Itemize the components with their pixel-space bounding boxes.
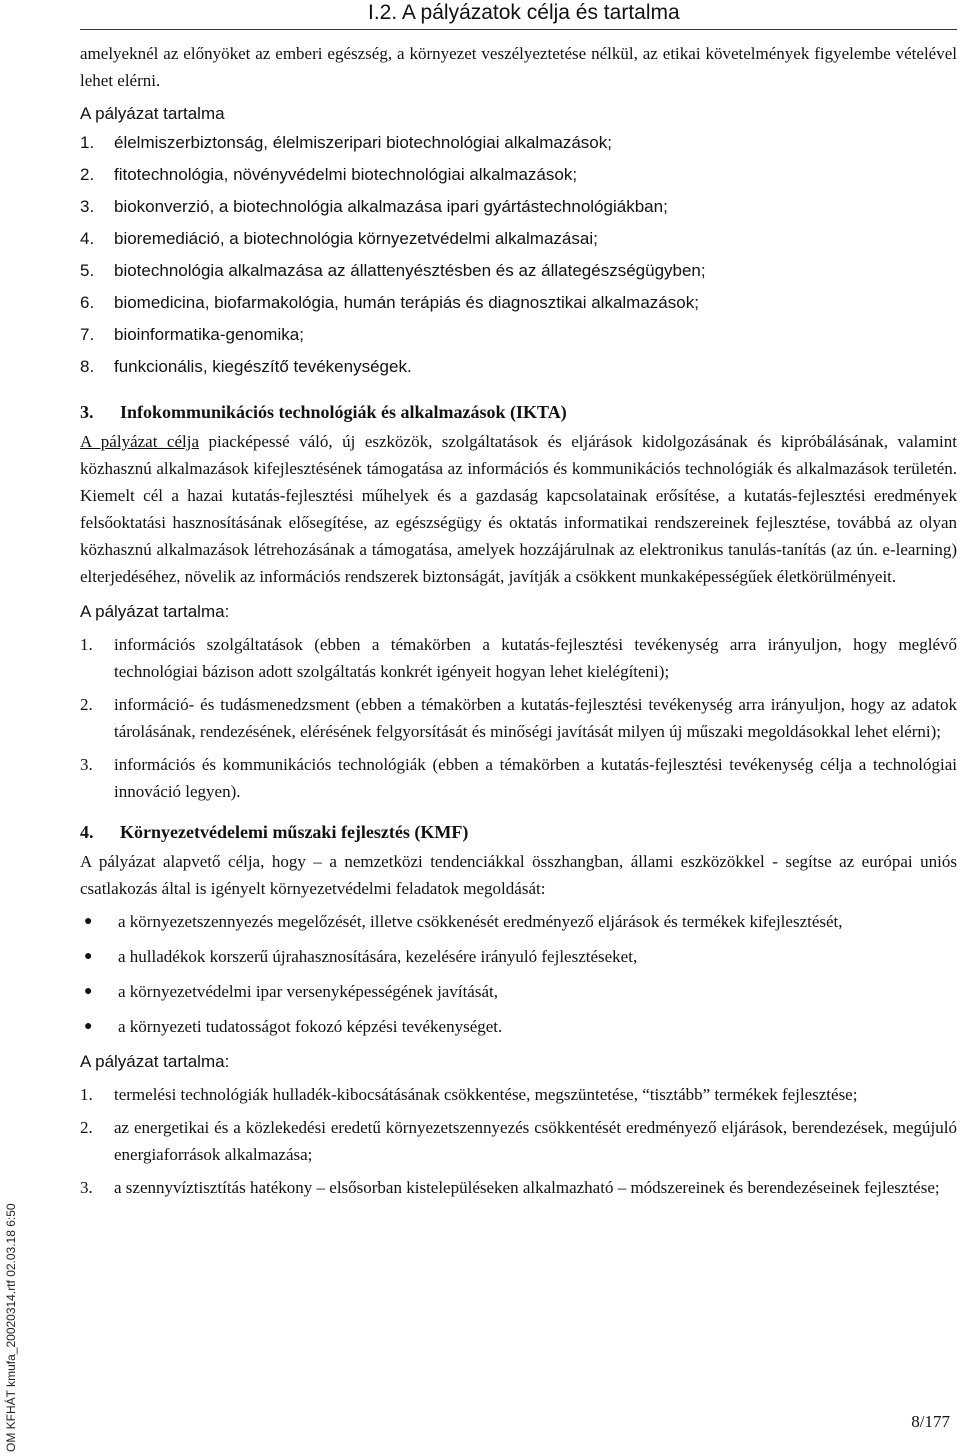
section3-heading (80, 399, 957, 426)
section4-content-label: A pályázat tartalma: (80, 1052, 230, 1071)
bullet-item (80, 978, 957, 1005)
list-item-text: a szennyvíztisztítás hatékony – elsősorban kistelepüléseken alkalmazható – módszereinek és berendezéseinek fejlesztése; (114, 1178, 940, 1197)
page-number: 8/177 (911, 1412, 950, 1431)
list-item-text: termelési technológiák hulladék-kibocsátásának csökkentése, megszüntetése, “tisztább” termékek fejlesztése; (114, 1085, 858, 1104)
list-item-number: 2. (80, 1118, 93, 1137)
list-item-number: 3. (80, 197, 95, 216)
list-item-text: információs szolgáltatások (ebben a témakörben a kutatás-fejlesztési tevékenység arra irányuljon, hogy meglévő technológiai bázison adott szolgáltatás konkrét igényeit hogyan lehet kielégíteni); (114, 635, 957, 681)
list-item (80, 1174, 957, 1201)
list-item-text: biotechnológia alkalmazása az állattenyésztésben és az állategészségügyben; (114, 261, 706, 280)
page-header-title: I.2. A pályázatok célja és tartalma (368, 1, 680, 24)
list-item-number: 3. (80, 1178, 93, 1197)
list-item (80, 751, 957, 805)
intro-paragraph: amelyeknél az előnyöket az emberi egészség, a környezet veszélyeztetése nélkül, az etikai követelmények figyelembe vételével lehet elérni. (80, 44, 957, 90)
content (80, 40, 957, 1207)
header-rule (80, 29, 957, 30)
list-item-text: biokonverzió, a biotechnológia alkalmazása ipari gyártástechnológiákban; (114, 197, 668, 216)
section3-title: Infokommunikációs technológiák és alkalmazások (IKTA) (120, 402, 567, 422)
list-item-text: bioinformatika-genomika; (114, 325, 304, 344)
list-item (80, 351, 957, 383)
list-item (80, 1081, 957, 1108)
bullet-dot-icon: ● (84, 1019, 93, 1034)
list-item-number: 6. (80, 293, 95, 312)
section4-title: Környezetvédelemi műszaki fejlesztés (KMF) (120, 822, 469, 842)
section3-goal-label: A pályázat célja (80, 432, 199, 451)
section4-list (80, 1081, 957, 1201)
list-item-text: bioremediáció, a biotechnológia környezetvédelmi alkalmazásai; (114, 229, 598, 248)
section4-heading (80, 819, 957, 846)
section2-list (80, 127, 957, 383)
bullet-item (80, 1013, 957, 1040)
list-item (80, 691, 957, 745)
list-item (80, 255, 957, 287)
bullet-dot-icon: ● (84, 914, 93, 929)
bullet-dot-icon: ● (84, 949, 93, 964)
list-item (80, 1114, 957, 1168)
bullet-dot-icon: ● (84, 984, 93, 999)
section4-bullets (80, 908, 957, 1040)
list-item-number: 1. (80, 1085, 93, 1104)
bullet-text: a környezetvédelmi ipar versenyképességének javítását, (118, 982, 498, 1001)
list-item-number: 5. (80, 261, 95, 280)
list-item (80, 159, 957, 191)
section3-number: 3. (80, 402, 94, 422)
section3-goal-paragraph (80, 428, 957, 590)
list-item-text: információs és kommunikációs technológiák (ebben a témakörben a kutatás-fejlesztési tevékenység célja a technológiai innováció legyen). (114, 755, 957, 801)
list-item-text: élelmiszerbiztonság, élelmiszeripari biotechnológiai alkalmazások; (114, 133, 612, 152)
list-item (80, 191, 957, 223)
section2-content-label: A pályázat tartalma (80, 104, 225, 123)
list-item (80, 319, 957, 351)
list-item-number: 8. (80, 357, 95, 376)
side-footer-text: OM KFHÁT kmufa_20020314.rtf 02.03.18 6:50 (4, 1203, 18, 1452)
list-item (80, 287, 957, 319)
bullet-item (80, 908, 957, 935)
bullet-text: a hulladékok korszerű újrahasznosítására, kezelésére irányuló fejlesztéseket, (118, 947, 638, 966)
list-item-text: az energetikai és a közlekedési eredetű környezetszennyezés csökkentését eredményező eljárások, berendezések, megújuló energiaforrások alkalmazása; (114, 1118, 957, 1164)
list-item-text: funkcionális, kiegészítő tevékenységek. (114, 357, 412, 376)
list-item-number: 3. (80, 755, 93, 774)
list-item-number: 7. (80, 325, 95, 344)
list-item (80, 127, 957, 159)
bullet-text: a környezeti tudatosságot fokozó képzési tevékenységet. (118, 1017, 503, 1036)
section2-content (80, 100, 957, 383)
section3-list (80, 631, 957, 805)
list-item-text: fitotechnológia, növényvédelmi biotechnológiai alkalmazások; (114, 165, 578, 184)
list-item (80, 631, 957, 685)
list-item-number: 2. (80, 165, 95, 184)
section4-number: 4. (80, 822, 94, 842)
bullet-item (80, 943, 957, 970)
section3-goal-text: piacképessé váló, új eszközök, szolgáltatások és eljárások kidolgozásának és kipróbálásának, valamint közhasznú alkalmazások kifejlesztésének támogatása az információs és kommunikációs technológiák és alkalmazások területén. Kiemelt cél a hazai kutatás-fejlesztési műhelyek és a gazdaság kapcsolatainak erősítése, a kutatás-fejlesztési eredmények felsőoktatási hasznosításának elősegítése, az egészségügy és oktatás informatikai rendszereinek fejlesztése, továbbá az olyan közhasznú alkalmazások létrehozásának a támogatása, amelyek hozzájárulnak az elektronikus tanulás-tanítás (az ún. e-learning) elterjedéséhez, növelik az információs rendszerek biztonságát, javítják a csökkent munkaképességűek életkörülményeit. (80, 432, 957, 586)
list-item-number: 1. (80, 133, 95, 152)
list-item-text: biomedicina, biofarmakológia, humán terápiás és diagnosztikai alkalmazások; (114, 293, 699, 312)
list-item-number: 2. (80, 695, 93, 714)
list-item-number: 4. (80, 229, 95, 248)
section3-content-label: A pályázat tartalma: (80, 602, 230, 621)
section4-intro: A pályázat alapvető célja, hogy – a nemzetközi tendenciákkal összhangban, állami eszközökkel - segítse az európai uniós csatlakozás által is igényelt környezetvédelmi feladatok megoldását: (80, 852, 957, 898)
bullet-text: a környezetszennyezés megelőzését, illetve csökkenését eredményező eljárások és termékek kifejlesztését, (118, 912, 843, 931)
list-item-number: 1. (80, 635, 93, 654)
list-item (80, 223, 957, 255)
list-item-text: információ- és tudásmenedzsment (ebben a témakörben a kutatás-fejlesztési tevékenység arra irányuljon, hogy az adatok tárolásának, rendezésének, elérésének felgyorsítását és minőségi javítását milyen új műszaki megoldásokkal lehet elérni); (114, 695, 957, 741)
